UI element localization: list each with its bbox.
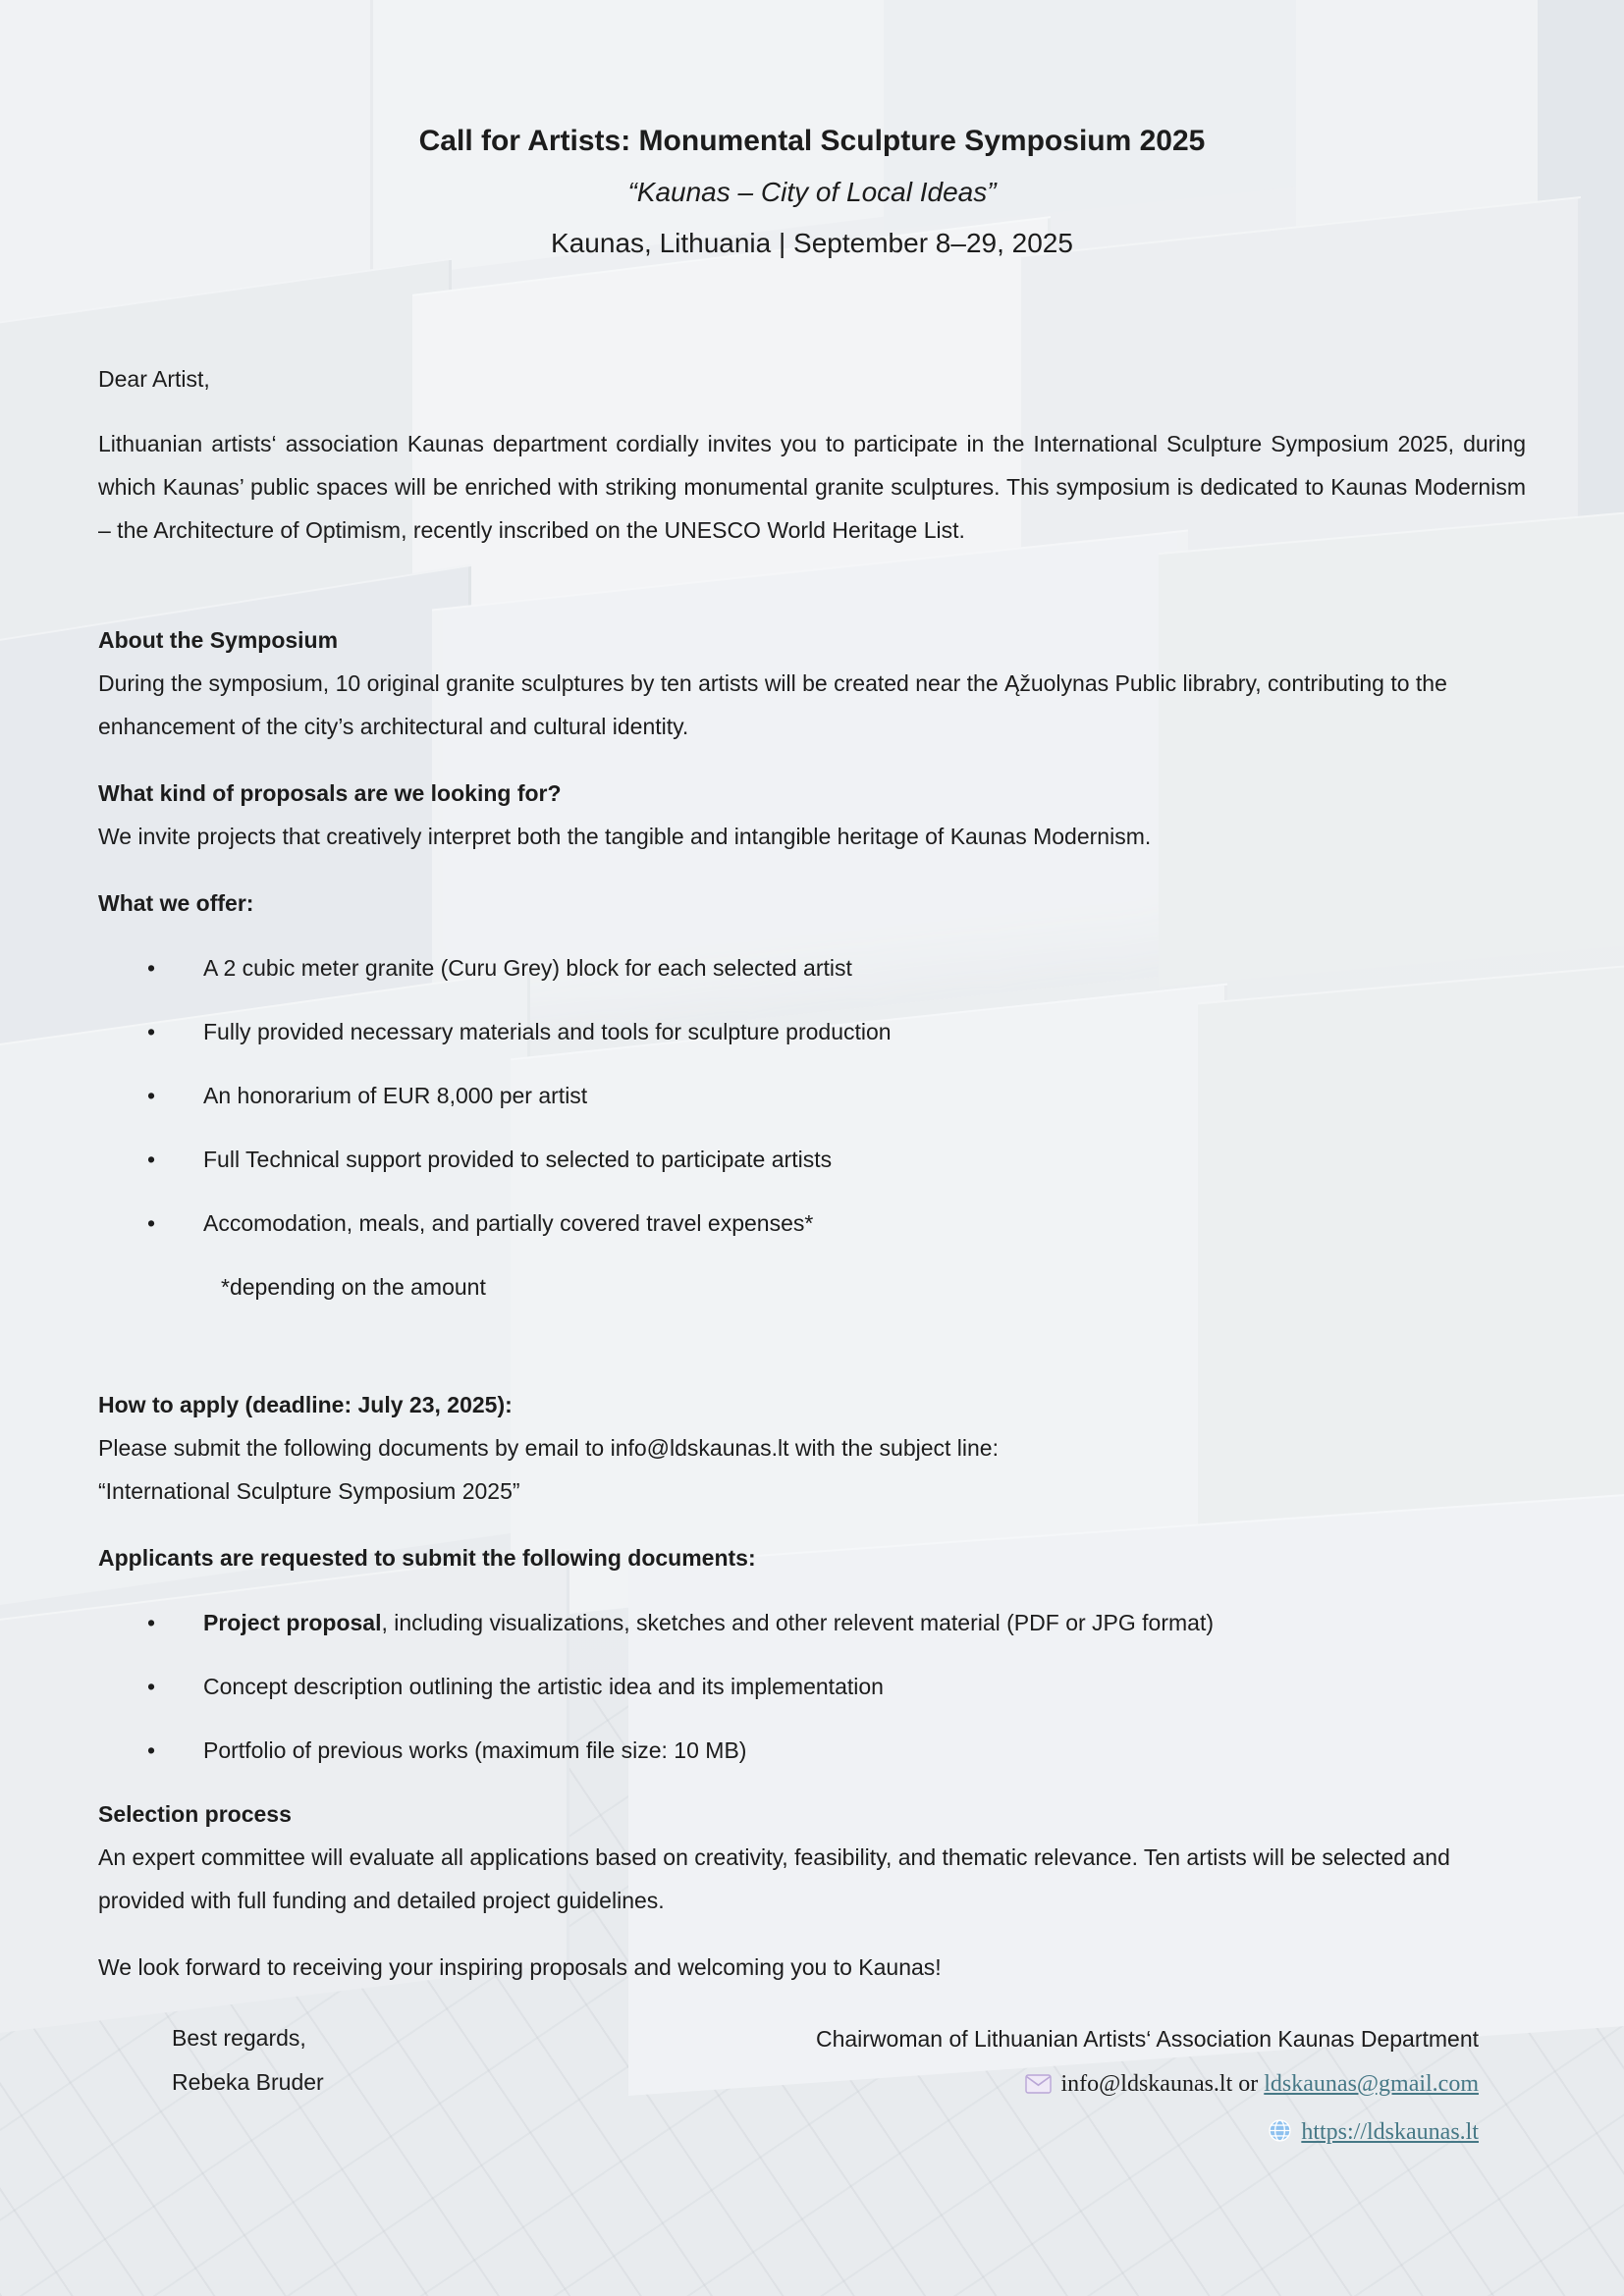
offer-footnote: *depending on the amount	[221, 1274, 486, 1300]
intro-paragraph: Lithuanian artists‘ association Kaunas department cordially invites you to participate in the International Sculpture Symposium 2025, during which Kaunas’ public spaces will be enriched with striking monumental granite sculptures. This symposium is dedicated to Kaunas Modernism – the Architecture of Optimism, recently inscribed on the UNESCO World Heritage List.	[98, 431, 1526, 543]
list-item	[98, 1138, 1526, 1181]
list-item	[98, 1729, 1526, 1772]
bullet-icon: •	[147, 1083, 156, 1108]
list-item-text: Concept description outlining the artistic idea and its implementation	[203, 1674, 884, 1699]
bullet-icon: •	[147, 1147, 156, 1172]
list-item-text: An honorarium of EUR 8,000 per artist	[203, 1083, 588, 1108]
signature-block	[98, 2016, 1526, 2158]
signature-right	[816, 2016, 1526, 2158]
bullet-icon: •	[147, 1210, 156, 1236]
offer-heading: What we offer:	[98, 890, 254, 916]
globe-icon	[1269, 2112, 1291, 2158]
website-line	[816, 2109, 1479, 2158]
list-item	[98, 1665, 1526, 1708]
proposals-body: We invite projects that creatively interpret both the tangible and intangible heritage of Kaunas Modernism.	[98, 824, 1152, 849]
title-block	[98, 116, 1526, 269]
list-item	[98, 1601, 1526, 1644]
bullet-icon: •	[147, 1019, 156, 1044]
how-to-apply-line2: “International Sculpture Symposium 2025”	[98, 1478, 520, 1504]
list-item	[98, 1201, 1526, 1245]
list-item-text: Accomodation, meals, and partially covered travel expenses*	[203, 1210, 814, 1236]
list-item-text: A 2 cubic meter granite (Curu Grey) block for each selected artist	[203, 955, 852, 981]
gmail-link[interactable]: ldskaunas@gmail.com	[1264, 2071, 1479, 2097]
bullet-icon: •	[147, 955, 156, 981]
bullet-icon: •	[147, 1737, 156, 1763]
list-item-text: Fully provided necessary materials and tools for sculpture production	[203, 1019, 892, 1044]
envelope-icon	[1025, 2064, 1052, 2109]
about-body: During the symposium, 10 original granite sculptures by ten artists will be created near the Ąžuolynas Public librabry, contributing to the enhancement of the city’s architectural and cultural identity.	[98, 670, 1447, 739]
list-item	[98, 1010, 1526, 1053]
list-item	[98, 946, 1526, 989]
location-date: Kaunas, Lithuania | September 8–29, 2025	[551, 228, 1073, 258]
proposals-heading: What kind of proposals are we looking for?	[98, 780, 562, 806]
document-title: Call for Artists: Monumental Sculpture Symposium 2025	[418, 125, 1206, 157]
selection-body: An expert committee will evaluate all applications based on creativity, feasibility, and thematic relevance. Ten artists will be selected and provided with full funding and detailed project guidelines.	[98, 1844, 1450, 1913]
closing-line: We look forward to receiving your inspiring proposals and welcoming you to Kaunas!	[98, 1954, 942, 1980]
required-documents-list	[98, 1601, 1526, 1772]
contact-email-text: info@ldskaunas.lt or	[1060, 2071, 1265, 2097]
offer-list	[98, 946, 1526, 1245]
bullet-icon: •	[147, 1610, 156, 1635]
contact-email-line	[816, 2061, 1479, 2109]
signature-regards: Best regards,	[172, 2025, 306, 2051]
list-item-text: Full Technical support provided to selected to participate artists	[203, 1147, 833, 1172]
how-to-apply-heading: How to apply (deadline: July 23, 2025):	[98, 1392, 513, 1417]
list-item-text: Project proposal, including visualizations, sketches and other relevent material (PDF or JPG format)	[203, 1610, 1215, 1635]
bullet-icon: •	[147, 1674, 156, 1699]
salutation: Dear Artist,	[98, 366, 210, 392]
about-heading: About the Symposium	[98, 627, 339, 653]
document-subtitle: “Kaunas – City of Local Ideas”	[627, 177, 997, 207]
list-item	[98, 1074, 1526, 1117]
signature-role: Chairwoman of Lithuanian Artists‘ Association Kaunas Department	[815, 2026, 1479, 2052]
selection-heading: Selection process	[98, 1801, 292, 1827]
required-documents-heading: Applicants are requested to submit the following documents:	[98, 1545, 756, 1571]
list-item-text: Portfolio of previous works (maximum file size: 10 MB)	[203, 1737, 747, 1763]
how-to-apply-line1: Please submit the following documents by email to info@ldskaunas.lt with the subject line:	[98, 1435, 999, 1461]
signature-left	[172, 2016, 324, 2105]
signature-name: Rebeka Bruder	[172, 2069, 324, 2095]
website-link[interactable]: https://ldskaunas.lt	[1301, 2119, 1479, 2145]
